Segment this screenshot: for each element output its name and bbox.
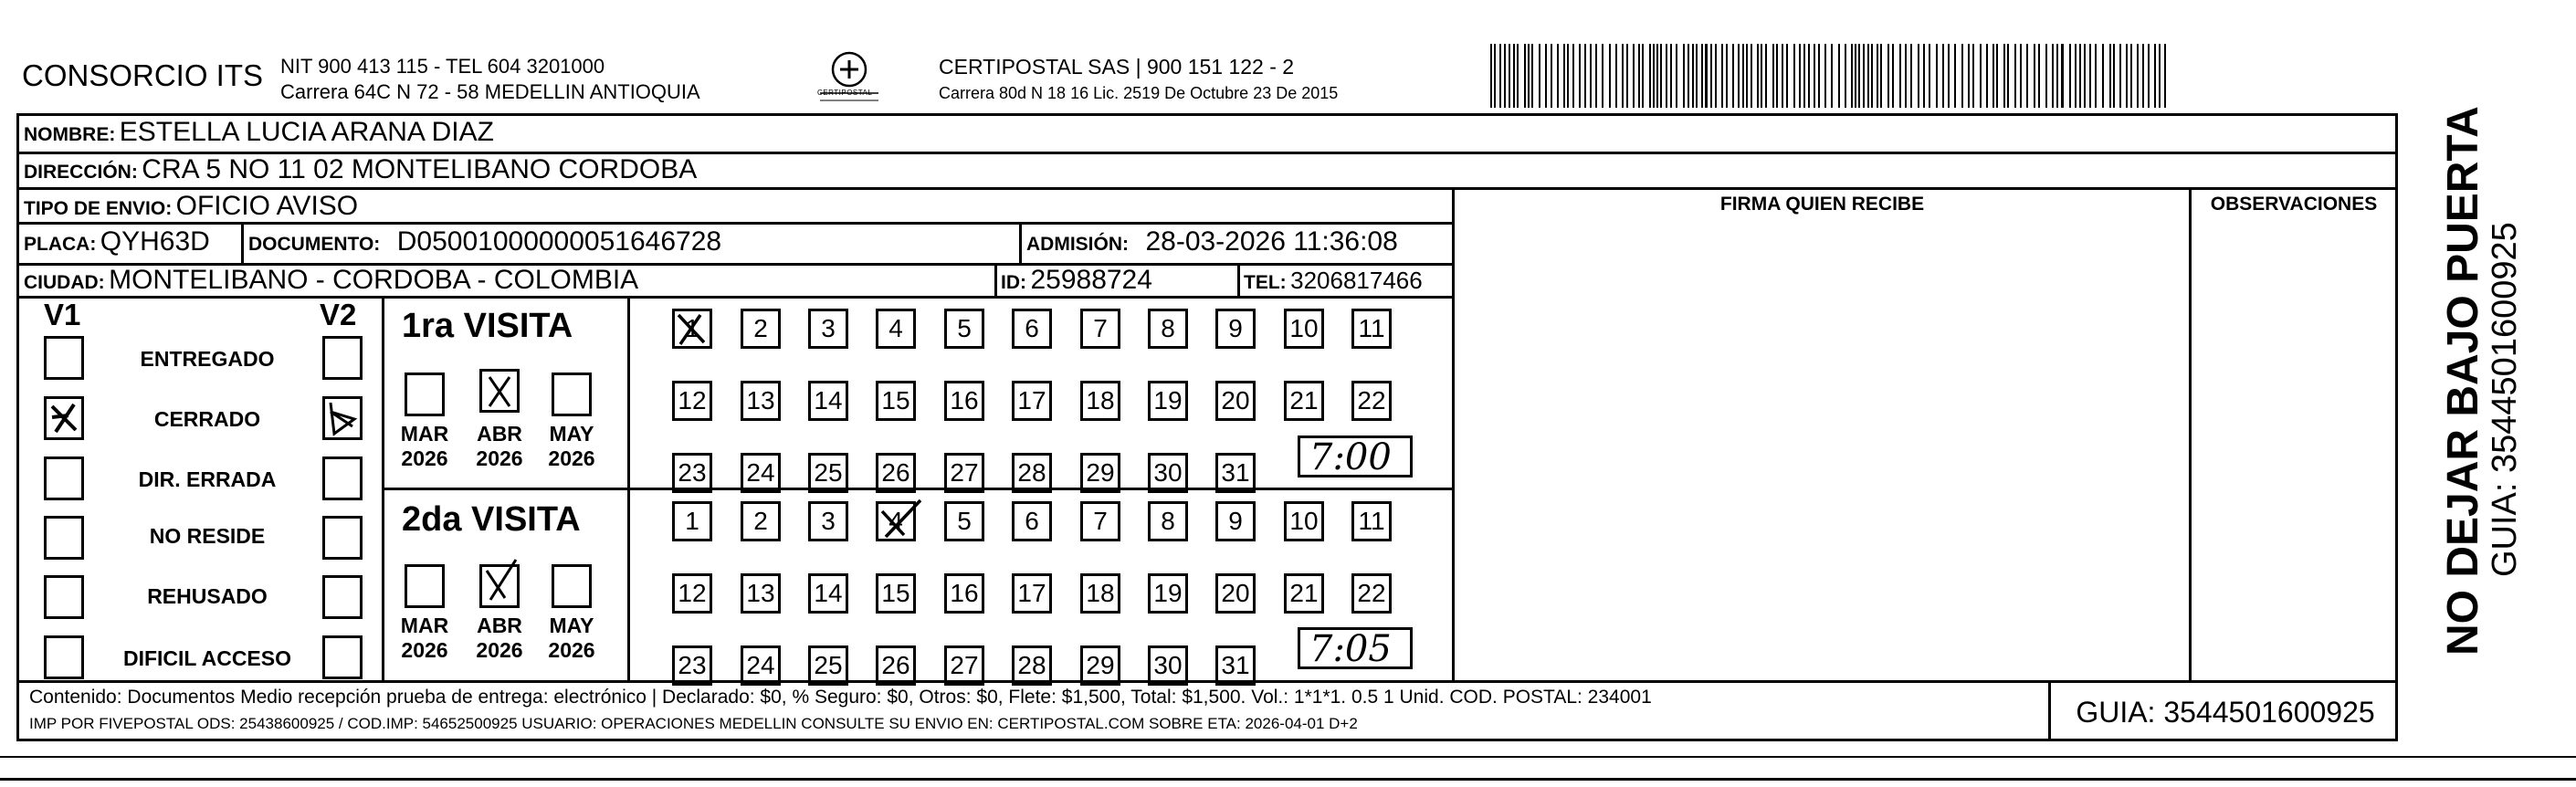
v1-checkbox-rehusado[interactable] — [44, 575, 84, 619]
ciudad-field — [24, 265, 638, 296]
first-visit-day-25[interactable]: 25 — [808, 453, 848, 493]
second-visit-month-abr-box[interactable] — [479, 564, 520, 608]
company-address: Carrera 64C N 72 - 58 MEDELLIN ANTIOQUIA — [280, 80, 700, 103]
company-name: CONSORCIO ITS — [22, 58, 264, 92]
second-visit-day-15[interactable]: 15 — [876, 573, 916, 614]
v2-checkbox-no-reside[interactable] — [322, 516, 363, 560]
first-visit-title: 1ra VISITA — [402, 307, 573, 345]
first-visit-day-6[interactable]: 6 — [1012, 309, 1052, 349]
second-visit-day-12[interactable]: 12 — [672, 573, 712, 614]
carrier-line: CERTIPOSTAL SAS | 900 151 122 - 2 — [939, 55, 1295, 79]
license-line: Carrera 80d N 18 16 Lic. 2519 De Octubre 23 De 2015 — [939, 84, 1339, 102]
firma-header: FIRMA QUIEN RECIBE — [1719, 194, 1925, 215]
nit-line: NIT 900 413 115 - TEL 604 3201000 — [280, 55, 605, 78]
second-visit-day-21[interactable]: 21 — [1284, 573, 1324, 614]
placa-label: PLACA: — [24, 234, 97, 255]
second-visit-month-abr: ABR 2026 — [476, 614, 523, 662]
first-visit-day-16[interactable]: 16 — [944, 381, 984, 421]
first-visit-day-26[interactable]: 26 — [876, 453, 916, 493]
second-visit-day-17[interactable]: 17 — [1012, 573, 1052, 614]
first-visit-day-31[interactable]: 31 — [1215, 453, 1256, 493]
first-visit-day-29[interactable]: 29 — [1080, 453, 1120, 493]
tel-field — [1244, 267, 1423, 295]
second-visit-month-mar-box[interactable] — [405, 564, 445, 608]
ciudad-value: MONTELIBANO - CORDOBA - COLOMBIA — [109, 265, 639, 295]
v2-checkbox-dir-errada[interactable] — [322, 456, 363, 500]
first-visit-day-23[interactable]: 23 — [672, 453, 712, 493]
first-visit-day-7[interactable]: 7 — [1080, 309, 1120, 349]
nombre-label: NOMBRE: — [24, 124, 116, 145]
documento-value: D05001000000051646728 — [396, 226, 722, 257]
v1-checkbox-no-reside[interactable] — [44, 516, 84, 560]
first-visit-day-12[interactable]: 12 — [672, 381, 712, 421]
guia-footer: GUIA: 3544501600925 — [2076, 696, 2375, 729]
second-visit-day-22[interactable]: 22 — [1351, 573, 1392, 614]
second-visit-month-mar: MAR 2026 — [400, 614, 449, 662]
v2-checkbox-cerrado[interactable] — [322, 396, 363, 440]
contenido-line: Contenido: Documentos Medio recepción prueba de entrega: electrónico | Declarado: $0, % Seguro: $0, Otros: $0, Flete: $1,500, Total: $1,500. Vol.: 1*1*1. 0.5 1 Unid. COD. POSTAL: 234001 — [29, 687, 1652, 708]
option-dificil-acceso: DIFICIL ACCESO — [122, 646, 291, 670]
first-visit-day-14[interactable]: 14 — [808, 381, 848, 421]
side-warning: NO DEJAR BAJO PUERTA — [2439, 106, 2487, 656]
second-visit-day-31[interactable]: 31 — [1215, 645, 1256, 686]
first-visit-month-may: MAY 2026 — [548, 422, 595, 470]
admision-value: 28-03-2026 11:36:08 — [1145, 226, 1398, 257]
first-visit-day-15[interactable]: 15 — [876, 381, 916, 421]
second-visit-time-box[interactable] — [1298, 627, 1413, 669]
bottom-edge-line — [0, 756, 2576, 758]
second-visit-month-may: MAY 2026 — [548, 614, 595, 662]
observaciones-header: OBSERVACIONES — [2210, 194, 2378, 215]
first-visit-day-22[interactable]: 22 — [1351, 381, 1392, 421]
tipo-envio-value: OFICIO AVISO — [175, 191, 359, 221]
first-visit-day-5[interactable]: 5 — [944, 309, 984, 349]
documento-field — [248, 226, 721, 257]
v1-header: V1 — [44, 298, 81, 331]
first-visit-day-19[interactable]: 19 — [1148, 381, 1188, 421]
placa-value: QYH63D — [100, 226, 210, 257]
v1-checkbox-dificil-acceso[interactable] — [44, 635, 84, 679]
first-visit-time-box[interactable] — [1298, 435, 1413, 477]
second-visit-day-3[interactable]: 3 — [808, 501, 848, 541]
second-visit-day-19[interactable]: 19 — [1148, 573, 1188, 614]
tipo-envio-label: TIPO DE ENVIO: — [24, 198, 173, 219]
second-visit-day-4[interactable]: 4 — [876, 501, 916, 541]
second-visit-day-8[interactable]: 8 — [1148, 501, 1188, 541]
placa-field — [24, 226, 210, 257]
side-guia: GUIA: 3544501600925 — [2486, 222, 2524, 577]
first-visit-day-9[interactable]: 9 — [1215, 309, 1256, 349]
second-visit-day-25[interactable]: 25 — [808, 645, 848, 686]
admision-label: ADMISIÓN: — [1026, 234, 1129, 255]
second-visit-title: 2da VISITA — [402, 500, 581, 539]
first-visit-day-1[interactable]: 1 — [672, 309, 712, 349]
v1-checkbox-cerrado[interactable] — [44, 396, 84, 440]
first-visit-month-abr-box[interactable] — [479, 369, 520, 413]
second-visit-day-6[interactable]: 6 — [1012, 501, 1052, 541]
admision-field — [1026, 226, 1398, 257]
first-visit-day-11[interactable]: 11 — [1351, 309, 1392, 349]
first-visit-day-20[interactable]: 20 — [1215, 381, 1256, 421]
second-visit-day-1[interactable]: 1 — [672, 501, 712, 541]
first-visit-day-2[interactable]: 2 — [741, 309, 781, 349]
tel-label: TEL: — [1244, 272, 1287, 293]
tipo-envio-field — [24, 191, 358, 222]
second-visit-day-11[interactable]: 11 — [1351, 501, 1392, 541]
second-visit-day-5[interactable]: 5 — [944, 501, 984, 541]
second-visit-day-13[interactable]: 13 — [741, 573, 781, 614]
v1-checkbox-dir-errada[interactable] — [44, 456, 84, 500]
second-visit-day-23[interactable]: 23 — [672, 645, 712, 686]
second-visit-day-28[interactable]: 28 — [1012, 645, 1052, 686]
second-visit-day-2[interactable]: 2 — [741, 501, 781, 541]
first-visit-day-21[interactable]: 21 — [1284, 381, 1324, 421]
first-visit-day-8[interactable]: 8 — [1148, 309, 1188, 349]
v2-checkbox-entregado[interactable] — [322, 336, 363, 380]
logo-text: CERTIPOSTAL — [817, 89, 873, 97]
first-visit-day-13[interactable]: 13 — [741, 381, 781, 421]
barcode — [1490, 44, 2173, 112]
second-visit-time: 7:05 — [1309, 628, 1392, 670]
imp-line: IMP POR FIVEPOSTAL ODS: 25438600925 / COD.IMP: 54652500925 USUARIO: OPERACIONES MEDELLIN CONSULTE SU ENVIO EN: CERTIPOSTAL.COM SOBRE ETA: 2026-04-01 D+2 — [29, 715, 1358, 732]
nombre-field — [24, 117, 494, 148]
second-visit-day-14[interactable]: 14 — [808, 573, 848, 614]
second-visit-day-30[interactable]: 30 — [1148, 645, 1188, 686]
option-no-reside: NO RESIDE — [149, 524, 266, 548]
ciudad-label: CIUDAD: — [24, 272, 105, 293]
bottom-edge-line-2 — [0, 778, 2576, 781]
first-visit-month-abr: ABR 2026 — [476, 422, 523, 470]
id-value: 25988724 — [1030, 265, 1152, 295]
v2-checkbox-rehusado[interactable] — [322, 575, 363, 619]
first-visit-day-27[interactable]: 27 — [944, 453, 984, 493]
first-visit-day-4[interactable]: 4 — [876, 309, 916, 349]
v1-checkbox-entregado[interactable] — [44, 336, 84, 380]
option-dir-errada: DIR. ERRADA — [138, 467, 277, 491]
second-visit-day-27[interactable]: 27 — [944, 645, 984, 686]
first-visit-day-17[interactable]: 17 — [1012, 381, 1052, 421]
first-visit-day-24[interactable]: 24 — [741, 453, 781, 493]
second-visit-day-24[interactable]: 24 — [741, 645, 781, 686]
first-visit-day-10[interactable]: 10 — [1284, 309, 1324, 349]
second-visit-day-18[interactable]: 18 — [1080, 573, 1120, 614]
second-visit-day-7[interactable]: 7 — [1080, 501, 1120, 541]
direccion-label: DIRECCIÓN: — [24, 162, 138, 183]
first-visit-month-may-box[interactable] — [552, 373, 592, 416]
second-visit-day-16[interactable]: 16 — [944, 573, 984, 614]
direccion-value: CRA 5 NO 11 02 MONTELIBANO CORDOBA — [142, 154, 698, 184]
first-visit-day-3[interactable]: 3 — [808, 309, 848, 349]
second-visit-day-20[interactable]: 20 — [1215, 573, 1256, 614]
first-visit-month-mar: MAR 2026 — [400, 422, 449, 470]
first-visit-month-mar-box[interactable] — [405, 373, 445, 416]
documento-label: DOCUMENTO: — [248, 234, 381, 255]
first-visit-time: 7:00 — [1309, 436, 1392, 478]
tel-value: 3206817466 — [1290, 267, 1423, 294]
v2-checkbox-dificil-acceso[interactable] — [322, 635, 363, 679]
id-field — [1001, 265, 1152, 296]
option-entregado: ENTREGADO — [140, 347, 275, 371]
option-rehusado: REHUSADO — [147, 584, 268, 608]
v2-header: V2 — [320, 298, 357, 331]
id-label: ID: — [1001, 272, 1026, 293]
first-visit-day-28[interactable]: 28 — [1012, 453, 1052, 493]
second-visit-day-10[interactable]: 10 — [1284, 501, 1324, 541]
second-visit-day-9[interactable]: 9 — [1215, 501, 1256, 541]
nombre-value: ESTELLA LUCIA ARANA DIAZ — [119, 117, 494, 147]
second-visit-day-29[interactable]: 29 — [1080, 645, 1120, 686]
second-visit-day-26[interactable]: 26 — [876, 645, 916, 686]
direccion-field — [24, 154, 697, 185]
option-cerrado: CERRADO — [153, 407, 261, 431]
second-visit-month-may-box[interactable] — [552, 564, 592, 608]
first-visit-day-30[interactable]: 30 — [1148, 453, 1188, 493]
first-visit-day-18[interactable]: 18 — [1080, 381, 1120, 421]
